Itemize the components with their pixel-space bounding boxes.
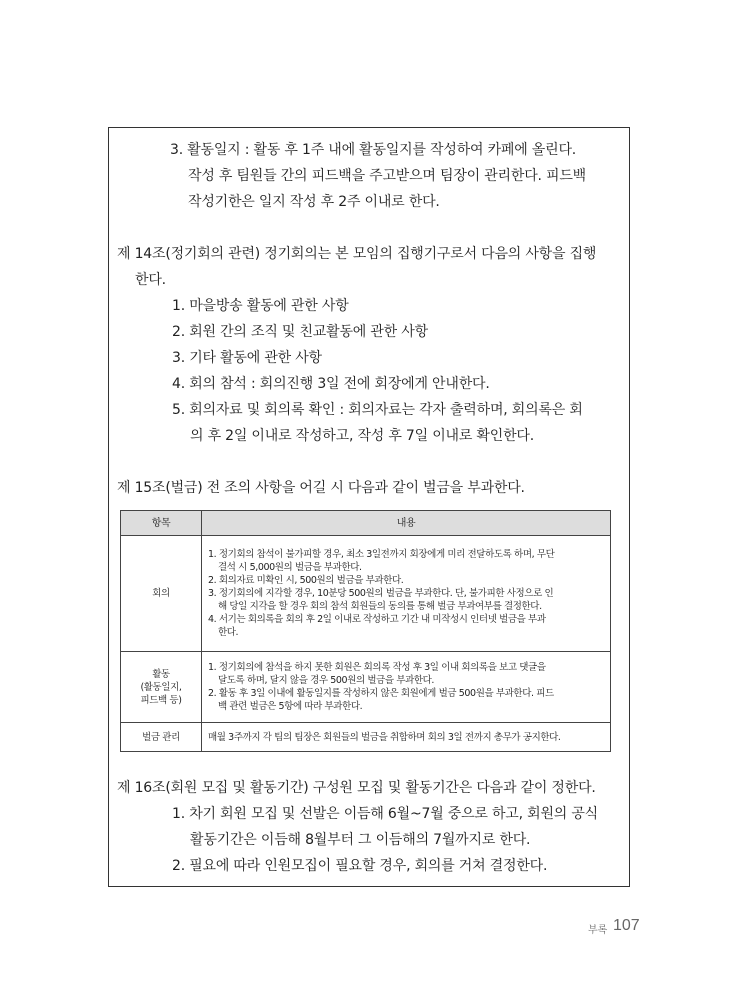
- document-frame: [108, 127, 630, 887]
- article14-item-5-cont: 의 후 2일 이내로 작성하고, 작성 후 7일 이내로 확인한다.: [190, 428, 534, 444]
- rule-line: 매월 3주까지 각 팀의 팀장은 회원들의 벌금을 취합하며 회의 3일 전까지 총무가 공지한다.: [208, 731, 561, 743]
- rule-line: 한다.: [218, 627, 239, 638]
- article16-item-1: 1. 차기 회원 모집 및 선발은 이듬해 6월~7월 중으로 하고, 회원의 공식: [172, 806, 599, 822]
- table-category-cell: [121, 536, 202, 652]
- category-label: 회의: [152, 588, 170, 599]
- rule-line: 해 당일 지각을 할 경우 회의 참석 회원들의 동의를 통해 벌금 부과여부를 결정한다.: [218, 601, 542, 612]
- category-label: (활동일지,: [140, 681, 182, 693]
- rule-line: 2. 활동 후 3일 이내에 활동일지를 작성하지 않은 회원에게 벌금 500원을 부과한다. 피드: [208, 688, 554, 699]
- table-category-cell: [121, 652, 202, 723]
- table-content-cell: [202, 536, 611, 652]
- rule-line: 1. 정기회의 참석이 불가피할 경우, 최소 3일전까지 회장에게 미리 전달하도록 하며, 무단: [208, 549, 555, 560]
- table-header-category: 항목: [121, 511, 202, 536]
- article16-item-1-cont: 활동기간은 이듬해 8월부터 그 이듬해의 7월까지로 한다.: [190, 832, 531, 848]
- article13-item3-line1: 3. 활동일지 : 활동 후 1주 내에 활동일지를 작성하여 카페에 올린다.: [170, 142, 577, 158]
- page-number: 107: [613, 917, 640, 934]
- category-label: 활동: [152, 668, 170, 680]
- table-category-cell: [121, 723, 202, 752]
- rule-line: 1. 정기회의에 참석을 하지 못한 회원은 회의록 작성 후 3일 이내 회의록을 보고 댓글을: [208, 662, 546, 673]
- article14-item-3: 3. 기타 활동에 관한 사항: [172, 350, 322, 366]
- penalty-table: [120, 510, 611, 752]
- table-header-content: 내용: [202, 511, 611, 536]
- table-row: [121, 652, 611, 723]
- footer-section-label: 부록: [588, 925, 608, 936]
- rule-line: 4. 서기는 회의록을 회의 후 2일 이내로 작성하고 기간 내 미작성시 인터넷 벌금을 부과: [208, 614, 546, 625]
- rule-line: 2. 회의자료 미확인 시, 500원의 벌금을 부과한다.: [208, 575, 404, 586]
- table-content-cell: [202, 652, 611, 723]
- article13-item3-line2: 작성 후 팀원들 간의 피드백을 주고받으며 팀장이 관리한다. 피드백: [188, 168, 586, 184]
- article16-heading: 제 16조(회원 모집 및 활동기간) 구성원 모집 및 활동기간은 다음과 같이 정한다.: [117, 780, 596, 796]
- table-header-row: [121, 511, 611, 536]
- article14-heading: 제 14조(정기회의 관련) 정기회의는 본 모임의 집행기구로서 다음의 사항을 집행: [117, 246, 597, 262]
- article13-item3-line3: 작성기한은 일지 작성 후 2주 이내로 한다.: [188, 194, 440, 210]
- article14-item-5: 5. 회의자료 및 회의록 확인 : 회의자료는 각자 출력하며, 회의록은 회: [172, 402, 583, 418]
- table-row: [121, 536, 611, 652]
- article15-heading: 제 15조(벌금) 전 조의 사항을 어길 시 다음과 같이 벌금을 부과한다.: [117, 480, 525, 496]
- category-label: 피드백 등): [140, 694, 182, 706]
- article14-item-4: 4. 회의 참석 : 회의진행 3일 전에 회장에게 안내한다.: [172, 376, 490, 392]
- table-content-cell: [202, 723, 611, 752]
- rule-line: 결석 시 5,000원의 벌금을 부과한다.: [218, 562, 362, 573]
- article14-item-2: 2. 회원 간의 조직 및 친교활동에 관한 사항: [172, 324, 428, 340]
- article14-heading-cont: 한다.: [135, 272, 166, 288]
- rule-line: 달도록 하며, 달지 않을 경우 500원의 벌금을 부과한다.: [218, 675, 435, 686]
- article14-item-1: 1. 마을방송 활동에 관한 사항: [172, 298, 349, 314]
- article16-item-2: 2. 필요에 따라 인원모집이 필요할 경우, 회의를 거쳐 결정한다.: [172, 858, 548, 874]
- category-label: 벌금 관리: [142, 731, 180, 743]
- table-row: [121, 723, 611, 752]
- rule-line: 백 관련 벌금은 5항에 따라 부과한다.: [218, 701, 363, 712]
- rule-line: 3. 정기회의에 지각할 경우, 10분당 500원의 벌금을 부과한다. 단, 불가피한 사정으로 인: [208, 588, 554, 599]
